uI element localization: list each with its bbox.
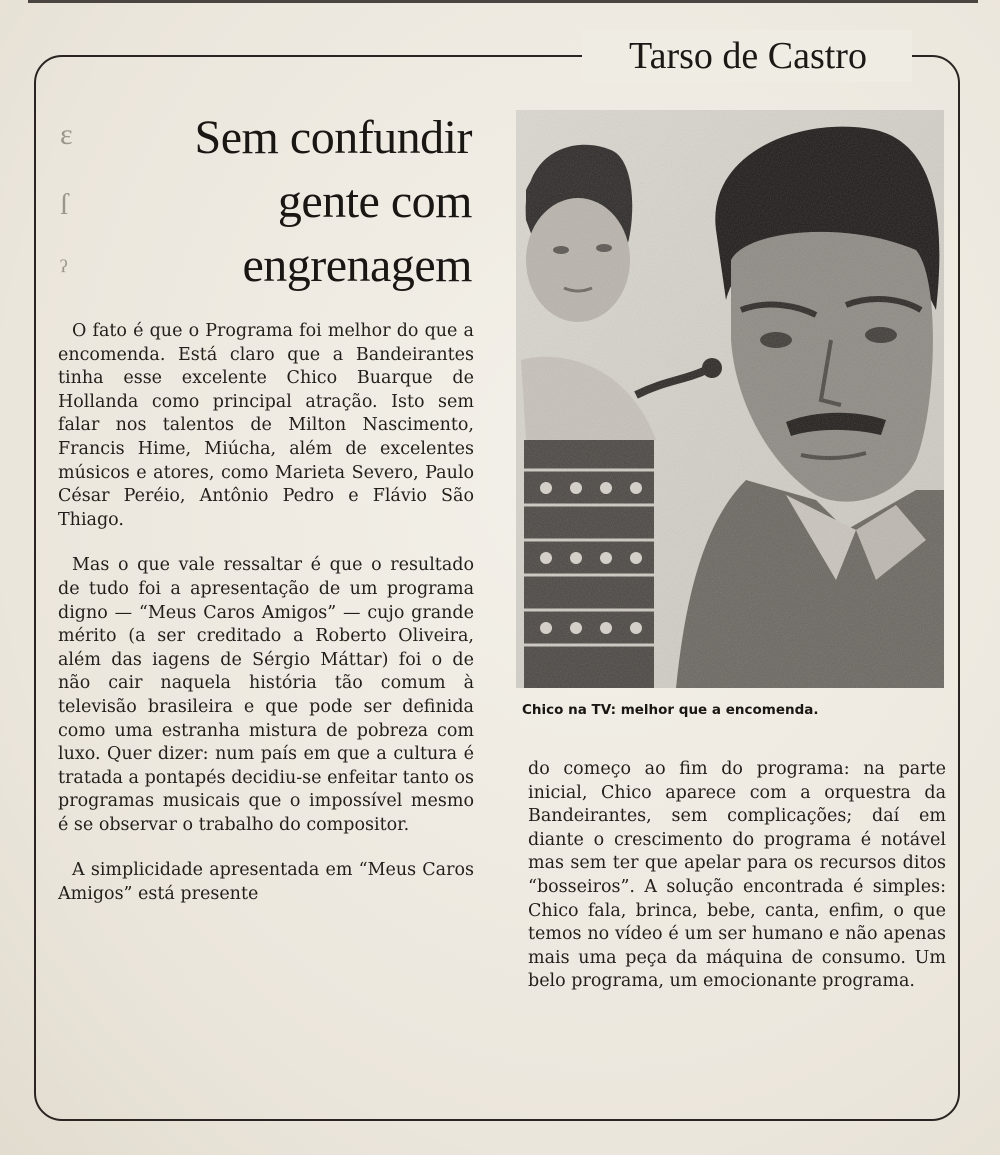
photo-caption: Chico na TV: melhor que a encomenda. [522, 702, 819, 718]
top-rule [28, 0, 978, 3]
headline-line: engrenagem [242, 239, 472, 292]
article-photo [516, 110, 944, 688]
photo-illustration [516, 110, 944, 688]
headline-line: gente com [277, 175, 472, 228]
article-column-left [58, 320, 474, 907]
bleed-through-mark: ſ [60, 188, 69, 221]
headline-line: Sem confundir [194, 111, 472, 164]
headline [60, 106, 472, 298]
article-paragraph: Mas o que vale ressaltar é que o resultado de tudo foi a apresentação de um programa digno — “Meus Caros Amigos” — cujo grande mérito (a ser creditado a Roberto Oliveira, além das iagens de Sérgio Máttar) foi o de não cair naquela história tão comum à televisão brasileira e que pode ser definida como uma estranha mistura de pobreza com luxo. Quer dizer: num país em que a cultura é tratada a pontapés decidiu-se enfeitar tanto os programas musicais que o impossível mesmo é se observar o trabalho do compositor. [58, 555, 474, 835]
article-paragraph-continued: do começo ao fim do programa: na parte inicial, Chico aparece com a orquestra da Bandeirantes, sem complicações; daí em diante o crescimento do programa é notável mas sem ter que apelar para os recursos ditos “bosseiros”. A solução encontrada é simples: Chico fala, brinca, bebe, canta, enfim, o que temos no vídeo é um ser humano e não apenas mais uma peça da máquina de consumo. Um belo programa, um emocionante programa. [528, 759, 946, 992]
article-paragraph: A simplicidade apresentada em “Meus Caros Amigos” está presente [58, 860, 474, 905]
article-column-right [528, 758, 946, 994]
article-paragraph: O fato é que o Programa foi melhor do que a encomenda. Está claro que a Bandeirantes tinha esse excelente Chico Buarque de Hollanda como principal atração. Isto sem falar nos talentos de Milton Nascimento, Francis Hime, Miúcha, além de excelentes músicos e atores, como Marieta Severo, Paulo César Peréio, Antônio Pedro e Flávio São Thiago. [58, 321, 474, 530]
bleed-through-mark: ˀ [60, 254, 68, 287]
author-byline: Tarso de Castro [629, 35, 867, 77]
bleed-through-mark: ɛ [60, 118, 73, 151]
